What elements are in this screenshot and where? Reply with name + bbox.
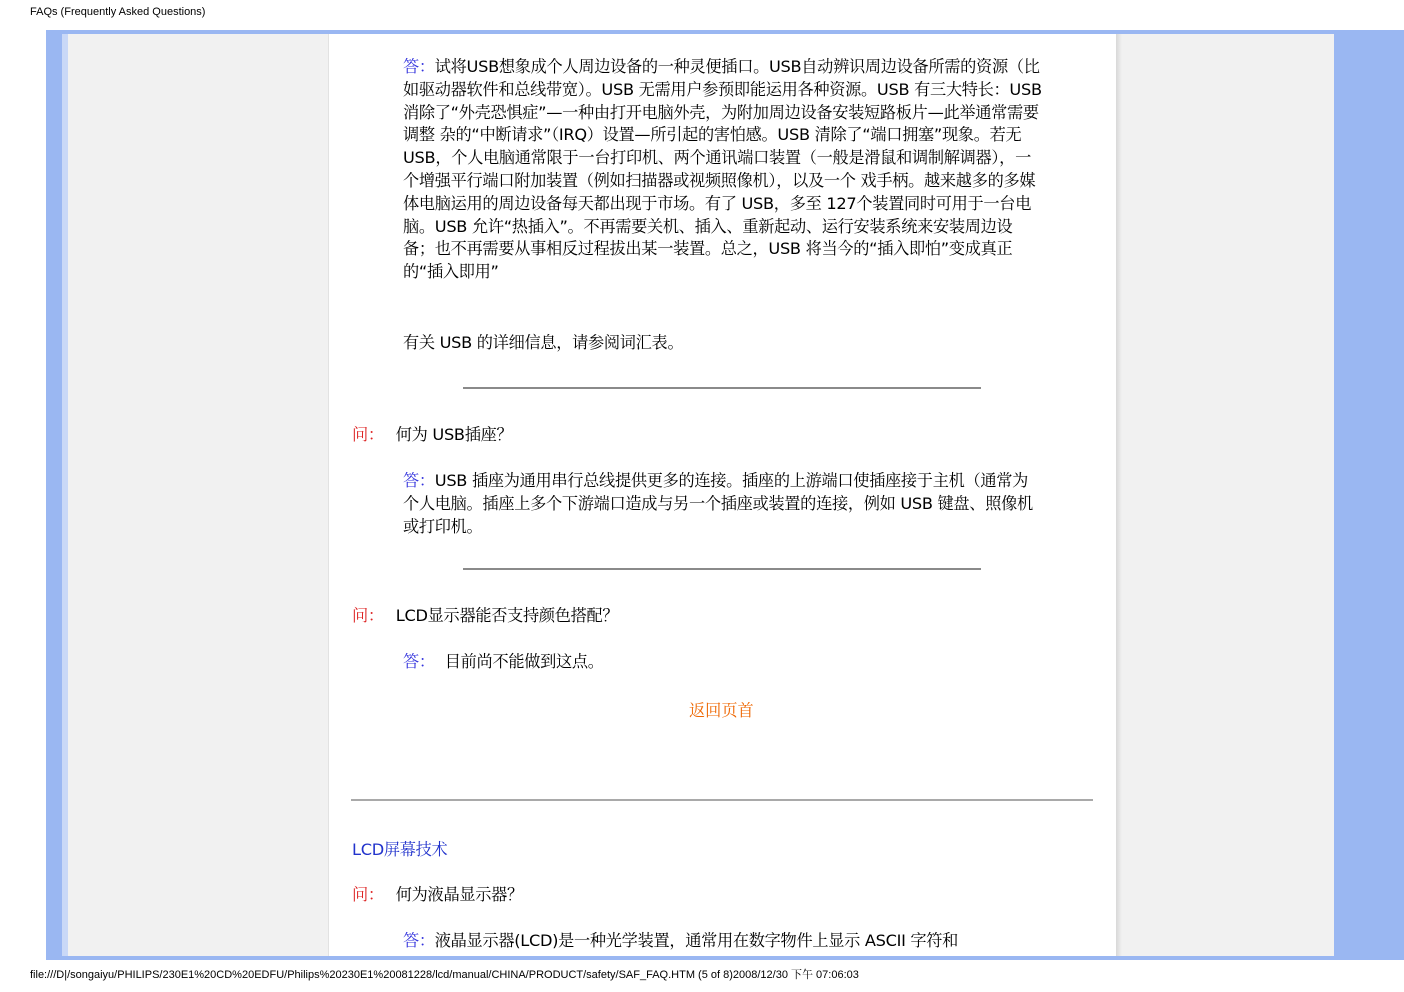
question-label: 问： — [352, 606, 384, 625]
frame-edge — [62, 34, 68, 956]
faq3-question — [352, 605, 618, 627]
faq2-answer-text: USB 插座为通用串行总线提供更多的连接。插座的上游端口使插座接于主机（通常为个人电脑。插座上多个下游端口造成与另一个插座或装置的连接，例如 USB 键盘、照像机或打印机。 — [403, 471, 1033, 536]
section-divider — [351, 799, 1093, 801]
answer-label: 答： — [403, 471, 435, 490]
faq2-question-text: 何为 USB插座？ — [395, 425, 513, 444]
faq2-answer — [403, 470, 1043, 538]
faq4-question — [352, 884, 523, 906]
faq1-more-info: 有关 USB 的详细信息，请参阅词汇表。 — [403, 333, 684, 352]
faq4-question-text: 何为液晶显示器？ — [395, 885, 523, 904]
divider — [463, 568, 981, 570]
back-to-top-link[interactable]: 返回页首 — [689, 701, 754, 720]
answer-label: 答： — [403, 57, 435, 76]
faq3-answer-text: 目前尚不能做到这点。 — [444, 652, 604, 671]
faq4-answer-text: 液晶显示器(LCD)是一种光学装置，通常用在数字物件上显示 ASCII 字符和 — [434, 931, 959, 950]
page-footer: file:///D|/songaiyu/PHILIPS/230E1%20CD%20EDFU/Philips%20230E1%20081228/lcd/manual/CHINA/PRODUCT/safety/SAF_FAQ.HTM (5 of 8)2008/12/30 下午 07:06:03 — [30, 969, 859, 981]
faq3-question-text: LCD显示器能否支持颜色搭配？ — [395, 606, 619, 625]
faq1-answer — [403, 56, 1043, 284]
section-title: LCD屏幕技术 — [352, 840, 448, 859]
faq2-question — [352, 424, 512, 446]
answer-label: 答： — [403, 652, 435, 671]
question-label: 问： — [352, 885, 384, 904]
page-header: FAQs (Frequently Asked Questions) — [30, 6, 206, 18]
faq1-answer-text: 试将USB想象成个人周边设备的一种灵便插口。USB自动辨识周边设备所需的资源（比如驱动器软件和总线带宽）。USB 无需用户参预即能运用各种资源。USB 有三大特长：USB 消除了“外壳恐惧症”—一种由打开电脑外壳，为附加周边设备安装短路板片—此举通常需要调整 杂的“中断请求”（IRQ）设置—所引起的害怕感。USB 清除了“端口拥塞”现象。若无USB，个人电脑通常限于一台打印机、两个通讯端口装置（一般是滑鼠和调制解调器），一个增强平行端口附加装置（例如扫描器或视频照像机），以及一个 戏手柄。越来越多的多媒体电脑运用的周边设备每天都出现于市场。有了 USB，多至 127个装置同时可用于一台电脑。USB 允许“热插入”。不再需要关机、插入、重新起动、运行安装系统来安装周边设备；也不再需要从事相反过程拔出某一装置。总之，USB 将当今的“插入即怕”变成真正的“插入即用” — [403, 57, 1042, 282]
faq4-answer — [403, 930, 1043, 954]
question-label: 问： — [352, 425, 384, 444]
answer-label: 答： — [403, 931, 435, 950]
divider — [463, 387, 981, 389]
faq3-answer — [403, 651, 1043, 674]
column-shadow — [1116, 34, 1122, 956]
